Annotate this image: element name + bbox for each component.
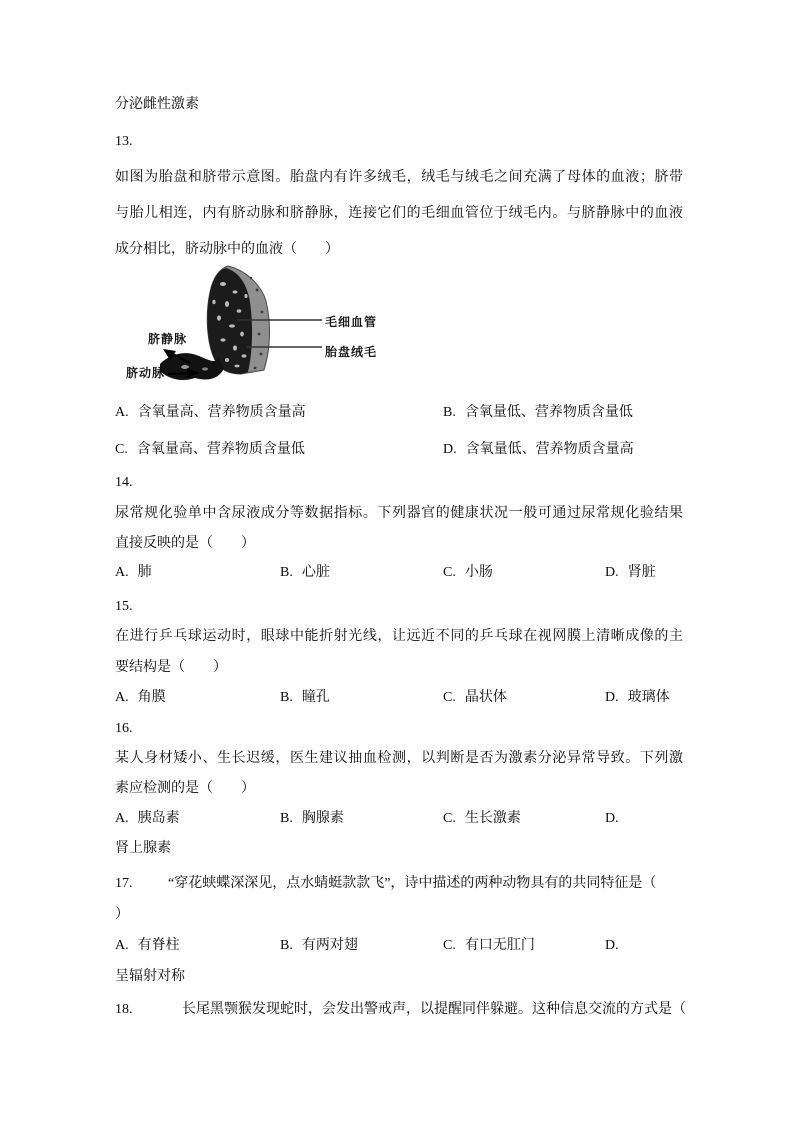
q17-option-B [280,936,358,956]
q13-option-D-text: 含氧量低、营养物质含量高 [465,442,634,457]
question-13-stem-line-2: 与胎儿相连，内有脐动脉和脐静脉，连接它们的毛细血管位于绒毛内。与脐静脉中的血液 [115,206,683,221]
q13-option-D-letter: D. [443,442,457,457]
q16-option-A-text: 胰岛素 [137,811,180,826]
cord-highlight-2 [202,367,208,370]
q14-option-A-letter: A. [115,565,129,580]
q13-option-D [443,440,634,460]
carryover-text: 分泌雌性激素 [115,97,199,112]
q16-option-C-text: 生长激素 [464,811,521,826]
question-15-number: 15. [115,599,133,614]
question-18-number: 18. [115,1002,133,1017]
umbilical-artery-label: 脐动脉 [126,366,166,380]
q14-option-D-text: 肾脏 [627,565,656,580]
q16-option-B [280,809,344,829]
q17-option-D-continuation: 呈辐射对称 [115,969,185,984]
question-17-stem-close: ） [115,907,129,922]
q16-option-C [443,809,521,829]
question-13-number: 13. [115,134,133,149]
q17-option-A-text: 有脊柱 [137,938,180,953]
q15-option-C [443,688,507,708]
q17-option-B-letter: B. [280,938,293,953]
question-15-stem-line-1: 在进行乒乓球运动时，眼球中能折射光线，让远近不同的乒乓球在视网膜上清晰成像的主 [115,629,683,644]
q15-option-A-letter: A. [115,690,129,705]
q13-option-A-letter: A. [115,405,129,420]
question-13-stem-line-3: 成分相比，脐动脉中的血液（ ） [115,242,339,257]
question-17-number: 17. [115,876,133,891]
question-16-stem-line-2: 素应检测的是（ ） [115,781,255,796]
q14-option-A-text: 肺 [137,565,152,580]
q15-option-D-letter: D. [605,690,619,705]
q14-option-D-letter: D. [605,565,619,580]
q17-option-C [443,936,535,956]
q16-option-D-letter: D. [605,811,619,826]
question-17-stem: “穿花蛱蝶深深见，点水蜻蜓款款飞”，诗中描述的两种动物具有的共同特征是（ [168,876,657,891]
q16-option-D [605,809,619,829]
q17-option-D-letter: D. [605,938,619,953]
q14-option-B-text: 心脏 [301,565,330,580]
q17-option-C-text: 有口无肛门 [464,938,535,953]
q14-option-B-letter: B. [280,565,293,580]
q16-option-A [115,809,180,829]
q13-option-C-text: 含氧量高、营养物质含量低 [136,442,305,457]
q15-option-C-text: 晶状体 [464,690,507,705]
question-13-stem-line-1: 如图为胎盘和脐带示意图。胎盘内有许多绒毛，绒毛与绒毛之间充满了母体的血液；脐带 [115,170,683,185]
q15-option-C-letter: C. [443,690,456,705]
q16-option-C-letter: C. [443,811,456,826]
q15-option-A-text: 角膜 [137,690,166,705]
q15-option-A [115,688,166,708]
question-16-stem-line-1: 某人身材矮小、生长迟缓，医生建议抽血检测，以判断是否为激素分泌异常导致。下列激 [115,751,683,766]
q16-option-D-continuation: 肾上腺素 [115,841,171,856]
q17-option-A [115,936,180,956]
question-14-number: 14. [115,475,133,490]
q17-option-A-letter: A. [115,938,129,953]
q13-option-C-letter: C. [115,442,128,457]
q17-option-B-text: 有两对翅 [301,938,358,953]
q14-option-C-text: 小肠 [464,565,493,580]
q13-option-B-letter: B. [443,405,456,420]
q15-option-B-text: 瞳孔 [301,690,330,705]
question-16-number: 16. [115,721,133,736]
q15-option-B-letter: B. [280,690,293,705]
q14-option-C-letter: C. [443,565,456,580]
question-14-stem-line-2: 直接反映的是（ ） [115,536,255,551]
q13-option-A-text: 含氧量高、营养物质含量高 [137,405,306,420]
q16-option-A-letter: A. [115,811,129,826]
q13-option-C [115,440,305,460]
question-14-stem-line-1: 尿常规化验单中含尿液成分等数据指标。下列器官的健康状况一般可通过尿常规化验结果 [115,506,683,521]
umbilical-artery-arrow-line [168,373,189,374]
capillary-label: 毛细血管 [325,315,378,329]
q17-option-D [605,936,619,956]
question-15-stem-line-2: 要结构是（ ） [115,660,227,675]
q13-option-B-text: 含氧量低、营养物质含量低 [464,405,633,420]
placental-villi-label: 胎盘绒毛 [325,345,378,359]
q14-option-D [605,563,656,583]
q15-option-B [280,688,330,708]
q15-option-D [605,688,670,708]
q17-option-C-letter: C. [443,938,456,953]
umbilical-vein-label: 脐静脉 [148,332,188,346]
q15-option-D-text: 玻璃体 [627,690,670,705]
q14-option-B [280,563,330,583]
q14-option-C [443,563,493,583]
q16-option-B-text: 胸腺素 [301,811,344,826]
q16-option-B-letter: B. [280,811,293,826]
q13-option-A [115,403,306,423]
question-18-stem: 长尾黑颚猴发现蛇时，会发出警戒声，以提醒同伴躲避。这种信息交流的方式是（ [182,1002,686,1017]
q13-option-B [443,403,633,423]
q14-option-A [115,563,152,583]
